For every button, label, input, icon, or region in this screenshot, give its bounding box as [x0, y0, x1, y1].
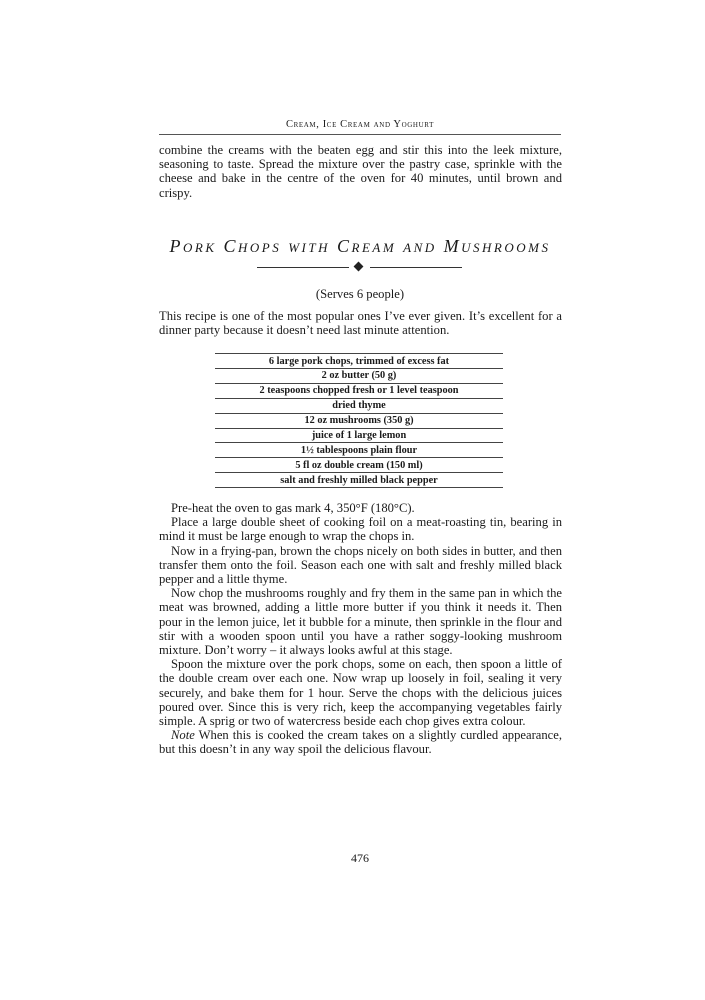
- ingredient-item: 2 oz butter (50 g): [215, 369, 503, 384]
- method-section: [159, 501, 562, 757]
- description-text: This recipe is one of the most popular ones I’ve ever given. It’s excellent for a dinner party because it doesn’t need last minute attention.: [159, 309, 562, 338]
- ingredient-item: salt and freshly milled black pepper: [215, 473, 503, 488]
- page-number: 476: [351, 851, 369, 865]
- header-rule: [159, 134, 561, 135]
- serves-note: (Serves 6 people): [315, 287, 405, 301]
- method-step: Now in a frying-pan, brown the chops nicely on both sides in butter, and then transfer them onto the foil. Season each one with salt and freshly milled black pepper and a little thyme.: [159, 543, 562, 587]
- ingredient-item: dried thyme: [215, 399, 503, 414]
- ingredient-item: 1½ tablespoons plain flour: [215, 443, 503, 458]
- intro-text: combine the creams with the beaten egg and stir this into the leek mixture, seasoning to taste. Spread the mixture over the pastry case, sprinkle with the cheese and bake in the centre of the oven for 40 minutes, until brown and crispy.: [159, 143, 562, 200]
- method-step: Place a large double sheet of cooking foil on a meat-roasting tin, bearing in mind it must be large enough to wrap the chops in.: [159, 515, 562, 544]
- note-label: Note: [171, 728, 195, 743]
- ingredient-item: juice of 1 large lemon: [215, 429, 503, 444]
- diamond-ornament-icon: [354, 262, 364, 272]
- method-step: Now chop the mushrooms roughly and fry them in the same pan in which the meat was browned, adding a little more butter if you think it needs it. Then pour in the lemon juice, let it bubble for a minute, then sprinkle in the flour and stir with a wooden spoon until you have a rather soggy-looking mushroom mixture. Don’t worry – it always looks awful at this stage.: [159, 586, 562, 658]
- running-head: Cream, Ice Cream and Yoghurt: [286, 119, 434, 130]
- recipe-description: [159, 309, 562, 337]
- method-step: Spoon the mixture over the pork chops, some on each, then spoon a little of the double cream over each one. Now wrap up loosely in foil, sealing it very securely, and bake them for 1 hour. Serve the chops with the delicious juices poured over. Since this is very rich, keep the accompanying vegetables fairly simple. A sprig or two of watercress beside each chop gives extra colour.: [159, 657, 562, 729]
- ingredients-list: [215, 353, 503, 488]
- note-text: When this is cooked the cream takes on a slightly curdled appearance, but this doesn’t in any way spoil the delicious flavour.: [159, 728, 562, 757]
- ornament-line-left: [257, 267, 349, 268]
- ingredient-item: 5 fl oz double cream (150 ml): [215, 458, 503, 473]
- recipe-note: [159, 728, 562, 756]
- ingredient-item: 6 large pork chops, trimmed of excess fat: [215, 354, 503, 369]
- ingredient-item: 2 teaspoons chopped fresh or 1 level teaspoon: [215, 384, 503, 399]
- intro-paragraph: [159, 143, 562, 200]
- recipe-title: Pork Chops with Cream and Mushrooms: [169, 236, 551, 256]
- ornament-line-right: [370, 267, 462, 268]
- title-ornament: [257, 260, 462, 274]
- ingredient-item: 12 oz mushrooms (350 g): [215, 414, 503, 429]
- method-step: Pre-heat the oven to gas mark 4, 350°F (180°C).: [171, 501, 415, 515]
